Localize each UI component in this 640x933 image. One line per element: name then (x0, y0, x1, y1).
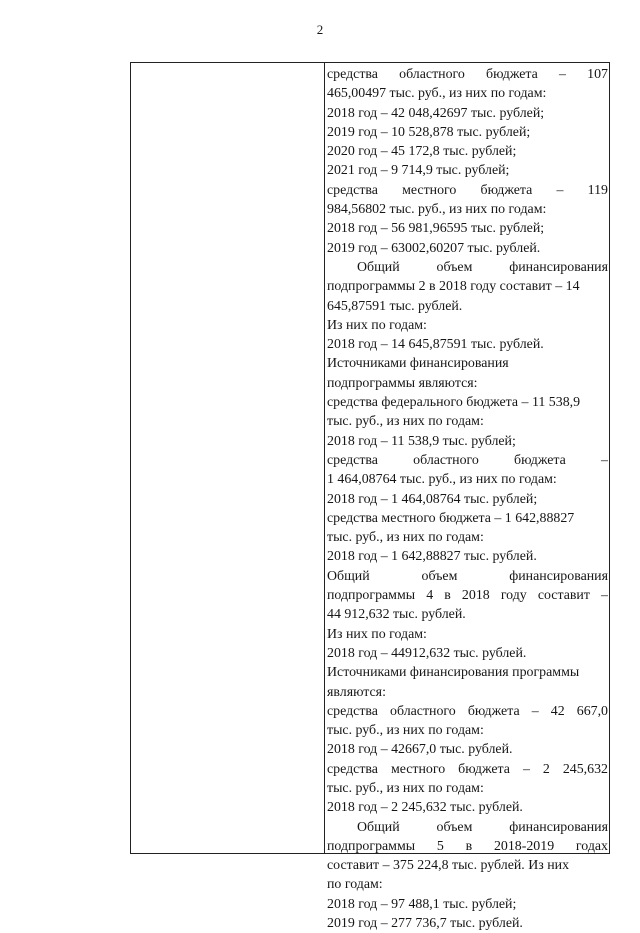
text-line: Из них по годам: (327, 626, 427, 642)
text-line: средства областного бюджета – 42 667,0 (327, 703, 608, 719)
text-line: тыс. руб., из них по годам: (327, 780, 484, 796)
page-number: 2 (316, 22, 324, 37)
text-line: 44 912,632 тыс. рублей. (327, 607, 466, 623)
text-line: 1 464,08764 тыс. руб., из них по годам: (327, 472, 557, 488)
text-line: по годам: (327, 877, 383, 893)
text-line: подпрограммы 2 в 2018 году составит – 14 (327, 279, 580, 295)
text-line: 2018 год – 11 538,9 тыс. рублей; (327, 433, 516, 449)
text-line: 2019 год – 10 528,878 тыс. рублей; (327, 124, 531, 140)
text-line: средства областного бюджета – (327, 452, 608, 468)
text-line: 2018 год – 1 642,88827 тыс. рублей. (327, 549, 537, 565)
text-line: 2019 год – 63002,60207 тыс. рублей. (327, 240, 541, 256)
text-line: являются: (327, 684, 386, 700)
text-line: 984,56802 тыс. руб., из них по годам: (327, 202, 547, 218)
text-line: 2018 год – 42667,0 тыс. рублей. (327, 742, 513, 758)
text-line: Источниками финансирования (327, 356, 509, 372)
text-line: Общий объем финансирования (357, 259, 608, 275)
text-line: тыс. руб., из них по годам: (327, 530, 484, 546)
text-line: 2018 год – 1 464,08764 тыс. рублей; (327, 491, 538, 507)
text-line: 2018 год – 44912,632 тыс. рублей. (327, 645, 527, 661)
text-line: Общий объем финансирования (357, 819, 608, 835)
text-line: 2018 год – 56 981,96595 тыс. рублей; (327, 221, 545, 237)
text-line: средства местного бюджета – 1 642,88827 (327, 510, 575, 526)
financing-table (130, 62, 610, 932)
text-line: средства областного бюджета – 107 (327, 67, 608, 82)
text-line: 2018 год – 14 645,87591 тыс. рублей. (327, 337, 544, 353)
text-line: подпрограммы являются: (327, 375, 478, 391)
text-line: подпрограммы 5 в 2018-2019 годах (327, 838, 608, 854)
table-left-cell (131, 63, 324, 853)
text-line: тыс. руб., из них по годам: (327, 414, 484, 430)
text-line: 645,87591 тыс. рублей. (327, 298, 463, 314)
text-line: 2018 год – 97 488,1 тыс. рублей; (327, 896, 517, 912)
text-line: средства местного бюджета – 119 (327, 182, 608, 198)
text-line: 2019 год – 277 736,7 тыс. рублей. (327, 916, 523, 932)
text-line: Из них по годам: (327, 317, 427, 333)
text-line: подпрограммы 4 в 2018 году составит – (327, 588, 608, 604)
column-divider (324, 63, 325, 853)
text-line: тыс. руб., из них по годам: (327, 723, 484, 739)
text-line: 465,00497 тыс. руб., из них по годам: (327, 86, 547, 102)
text-line: средства федерального бюджета – 11 538,9 (327, 395, 581, 411)
table-right-cell (327, 65, 608, 933)
text-line: 2018 год – 42 048,42697 тыс. рублей; (327, 105, 545, 121)
text-line: средства местного бюджета – 2 245,632 (327, 761, 608, 777)
text-line: составит – 375 224,8 тыс. рублей. Из них (327, 858, 570, 874)
text-line: 2020 год – 45 172,8 тыс. рублей; (327, 144, 517, 160)
text-line: Источниками финансирования программы (327, 665, 580, 681)
text-line: 2018 год – 2 245,632 тыс. рублей. (327, 800, 523, 816)
text-line: 2021 год – 9 714,9 тыс. рублей; (327, 163, 510, 179)
text-line: Общий объем финансирования (327, 568, 608, 584)
